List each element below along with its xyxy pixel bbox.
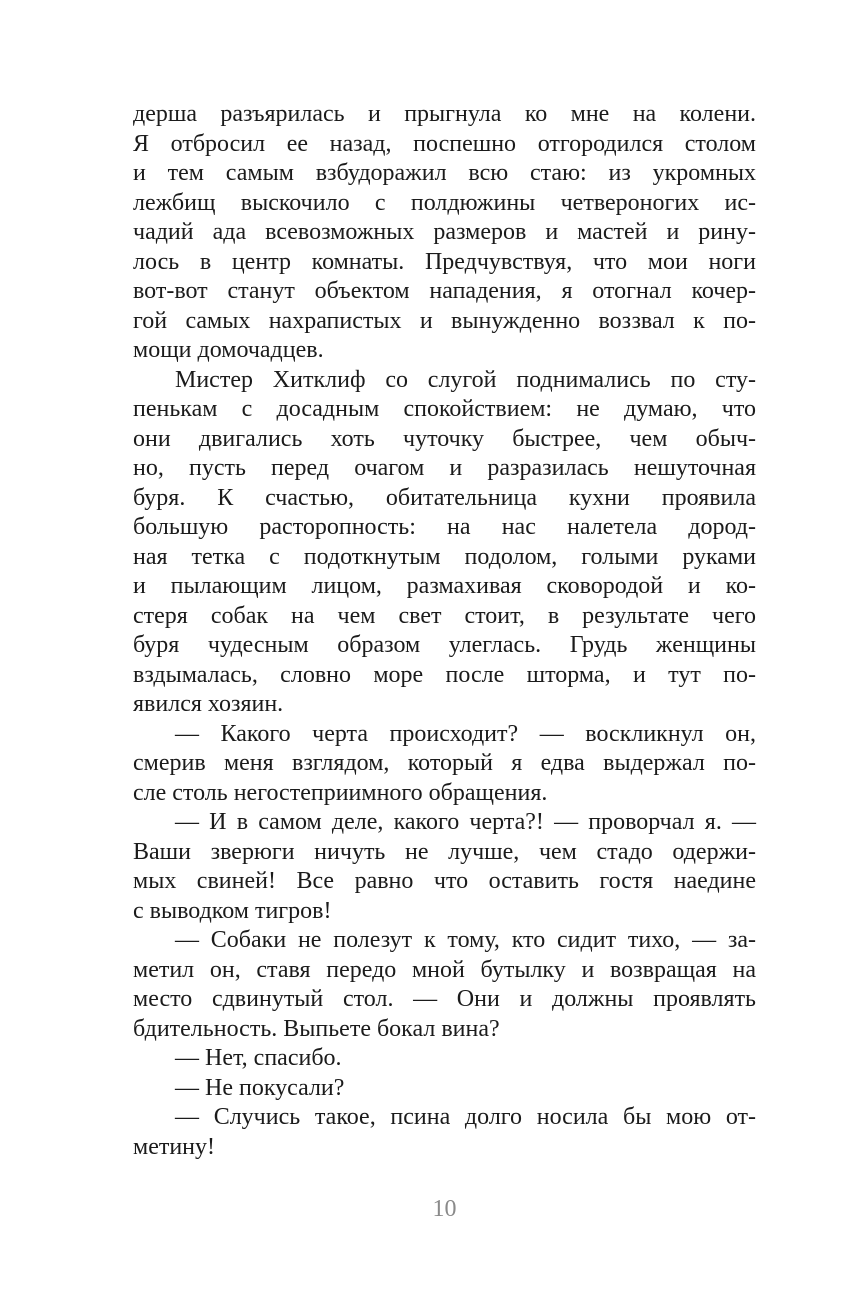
text-block bbox=[133, 100, 756, 1162]
text-line: метил он, ставя передо мной бутылку и возвращая на bbox=[133, 956, 756, 983]
text-line: они двигались хоть чуточку быстрее, чем обыч- bbox=[133, 425, 756, 452]
paragraph bbox=[133, 808, 756, 926]
text-line: Ваши зверюги ничуть не лучше, чем стадо одержи- bbox=[133, 838, 756, 865]
text-line: — И в самом деле, какого черта?! — проворчал я. — bbox=[175, 809, 756, 835]
text-line: смерив меня взглядом, который я едва выдержал по- bbox=[133, 750, 756, 776]
paragraph bbox=[133, 1074, 756, 1104]
text-line: лежбищ выскочило с полдюжины четвероногих ис- bbox=[133, 189, 756, 216]
text-line: с выводком тигров! bbox=[133, 897, 332, 924]
paragraph bbox=[133, 926, 756, 1044]
text-line: Я отбросил ее назад, поспешно отгородился столом bbox=[133, 130, 756, 157]
text-line: но, пусть перед очагом и разразилась нешуточная bbox=[133, 455, 756, 481]
text-line: стеря собак на чем свет стоит, в результате чего bbox=[133, 602, 756, 629]
text-line: — Нет, спасибо. bbox=[175, 1045, 342, 1071]
text-line: — Случись такое, псина долго носила бы мою от- bbox=[175, 1104, 756, 1130]
text-line: место сдвинутый стол. — Они и должны проявлять bbox=[133, 986, 756, 1012]
paragraph bbox=[133, 1103, 756, 1162]
text-line: мощи домочадцев. bbox=[133, 337, 324, 363]
text-line: вот-вот станут объектом нападения, я отогнал кочер- bbox=[133, 278, 756, 304]
text-line: вздымалась, словно море после шторма, и тут по- bbox=[133, 661, 756, 688]
text-line: Мистер Хитклиф со слугой поднимались по сту- bbox=[175, 366, 756, 393]
paragraph bbox=[133, 100, 756, 366]
text-line: явился хозяин. bbox=[133, 691, 284, 717]
text-line: буря. К счастью, обитательница кухни проявила bbox=[133, 484, 756, 511]
text-line: большую расторопность: на нас налетела дород- bbox=[133, 514, 756, 540]
text-line: буря чудесным образом улеглась. Грудь женщины bbox=[133, 632, 756, 658]
paragraph bbox=[133, 720, 756, 809]
paragraph bbox=[133, 366, 756, 720]
text-line: — Не покусали? bbox=[175, 1074, 345, 1101]
text-line: — Собаки не полезут к тому, кто сидит тихо, — за- bbox=[175, 927, 756, 953]
page-number: 10 bbox=[432, 1196, 457, 1222]
text-line: мых свиней! Все равно что оставить гостя наедине bbox=[133, 868, 756, 894]
text-line: лось в центр комнаты. Предчувствуя, что мои ноги bbox=[133, 248, 756, 275]
text-line: чадий ада всевозможных размеров и мастей и рину- bbox=[133, 219, 756, 245]
text-line: и тем самым взбудоражил всю стаю: из укромных bbox=[133, 160, 756, 186]
text-line: ная тетка с подоткнутым подолом, голыми руками bbox=[133, 543, 756, 570]
paragraph bbox=[133, 1044, 756, 1074]
text-line: дерша разъярилась и прыгнула ко мне на колени. bbox=[133, 101, 756, 127]
text-line: и пылающим лицом, размахивая сковородой и ко- bbox=[133, 573, 756, 599]
text-line: бдительность. Выпьете бокал вина? bbox=[133, 1015, 500, 1042]
text-line: пенькам с досадным спокойствием: не думаю, что bbox=[133, 396, 756, 422]
text-line: сле столь негостеприимного обращения. bbox=[133, 779, 548, 806]
text-line: гой самых нахрапистых и вынужденно воззвал к по- bbox=[133, 307, 756, 334]
text-line: — Какого черта происходит? — воскликнул он, bbox=[175, 720, 756, 747]
text-line: метину! bbox=[133, 1133, 216, 1160]
